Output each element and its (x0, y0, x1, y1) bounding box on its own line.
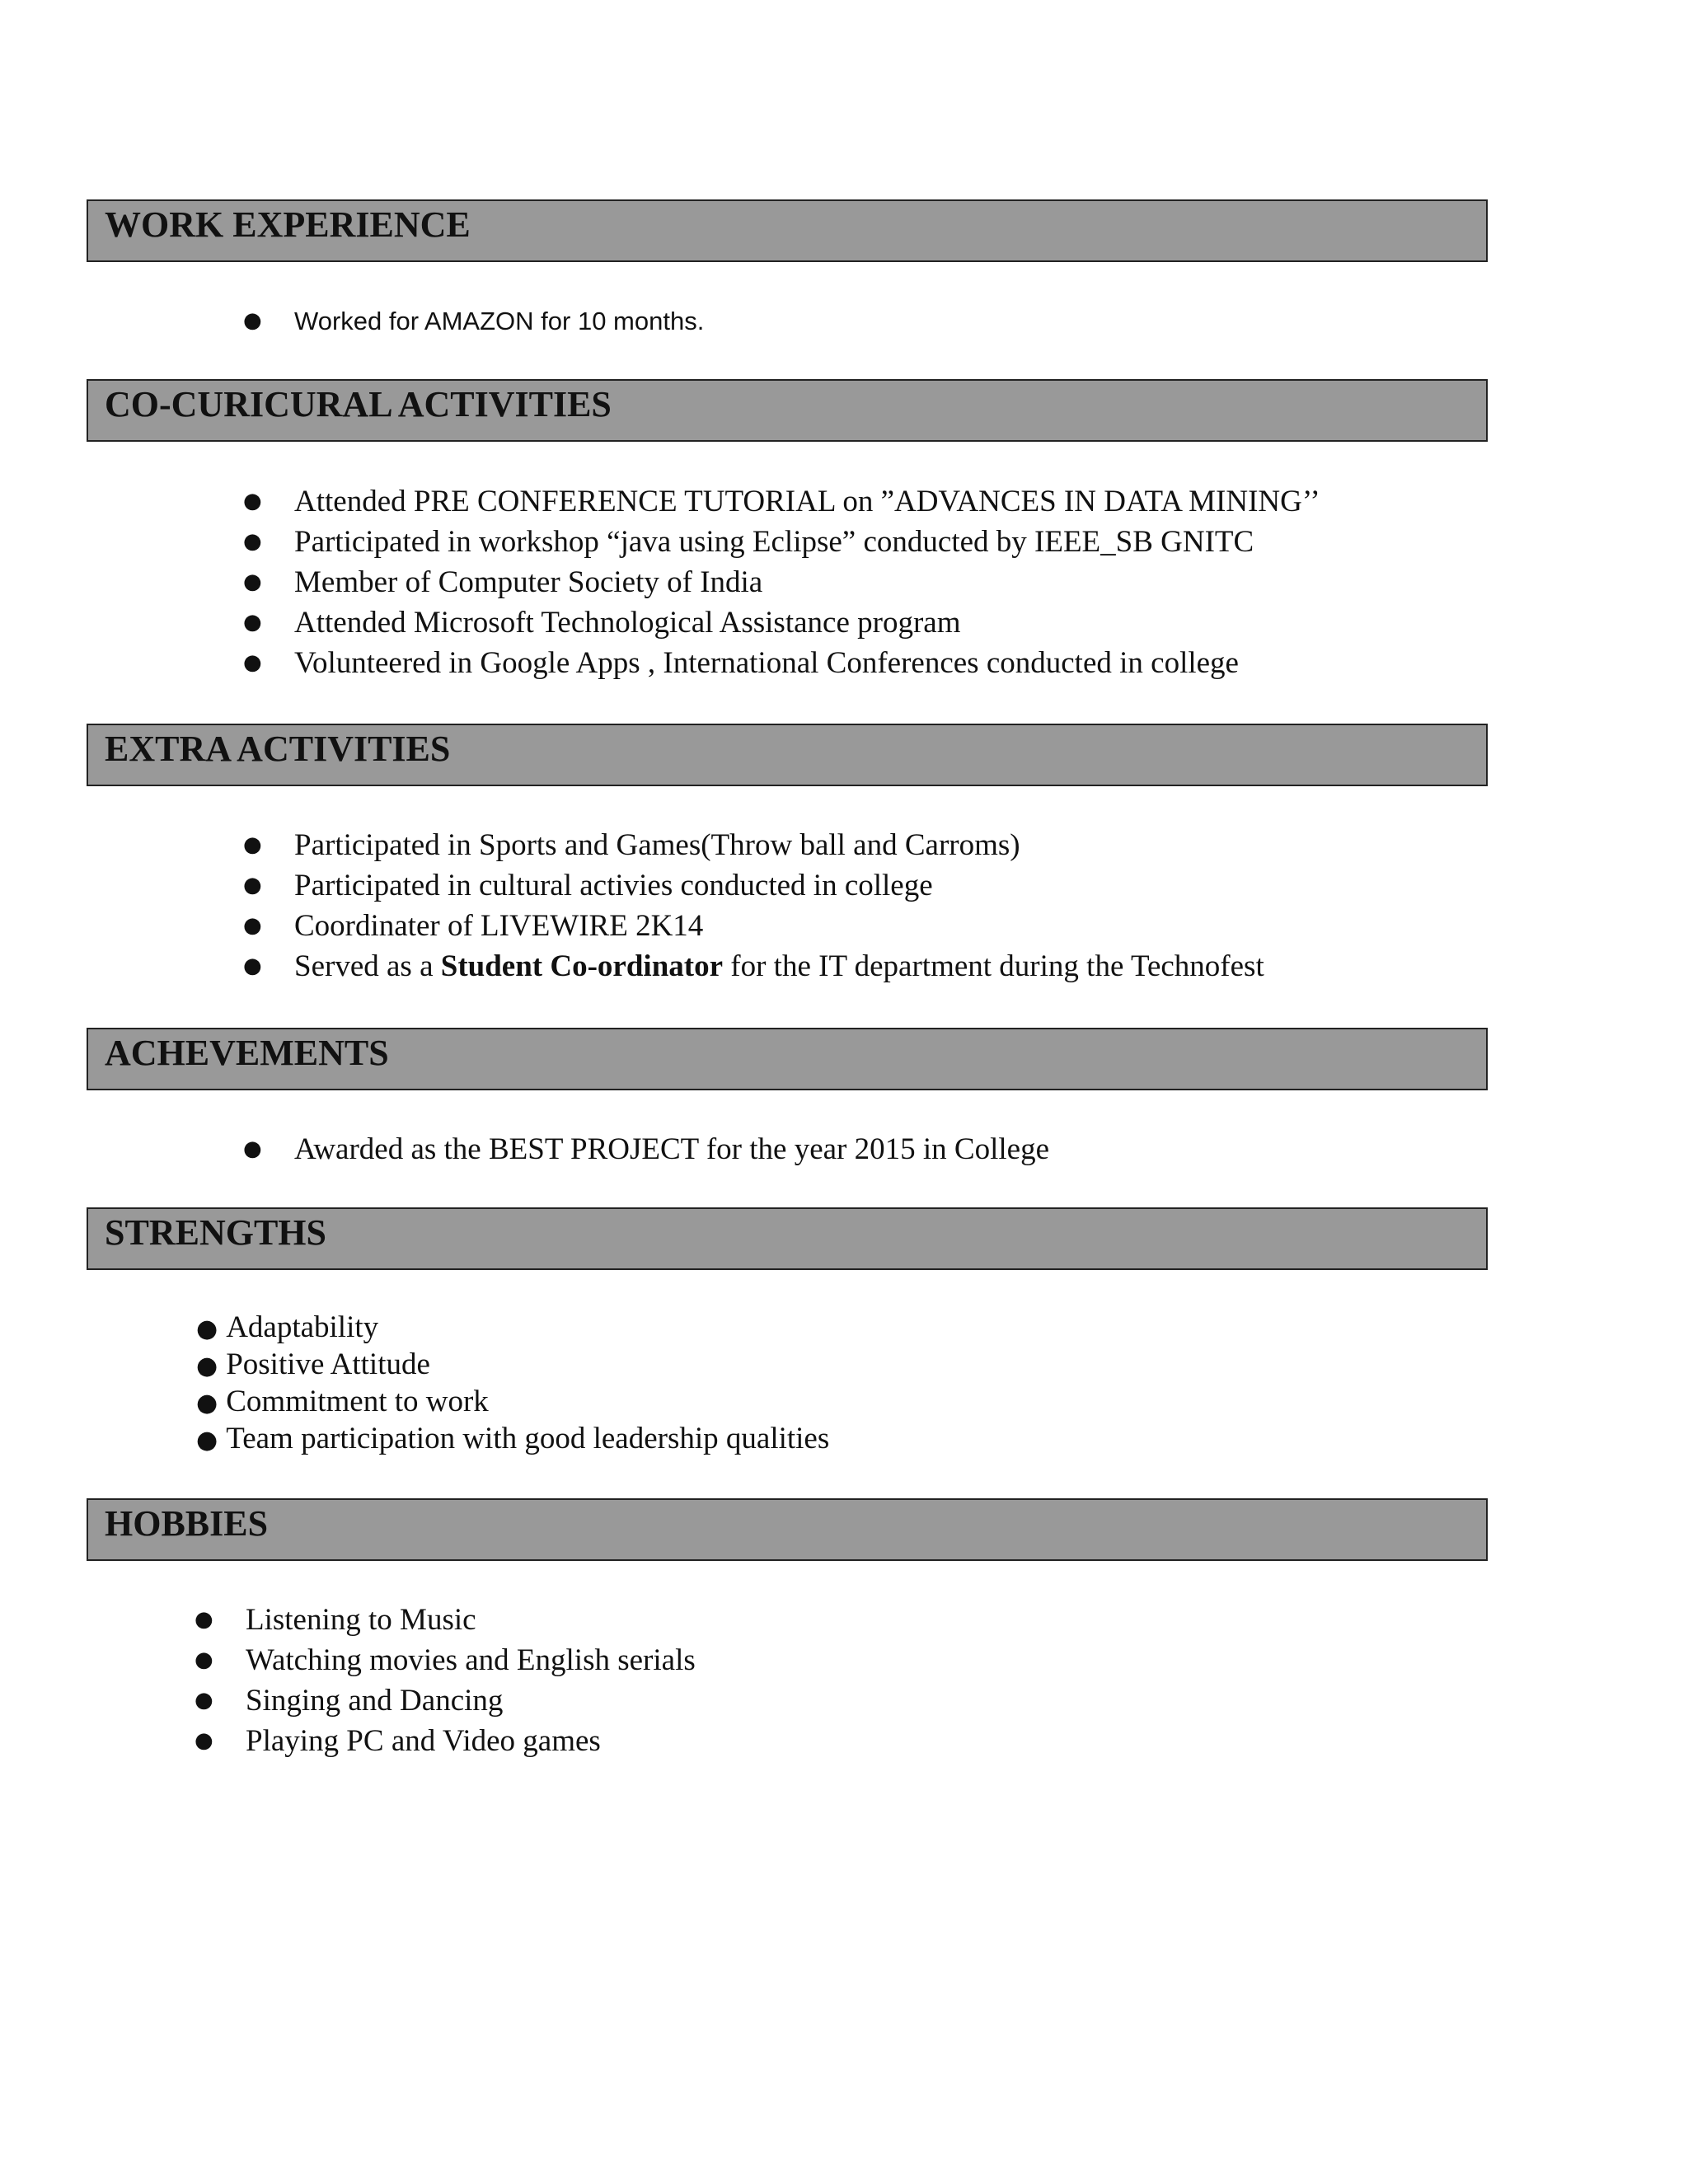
black-circle-icon: ● (196, 1389, 218, 1418)
section-title-extra-activities: EXTRA ACTIVITIES (105, 729, 451, 769)
black-circle-icon: ● (196, 1352, 218, 1380)
list-item (196, 1346, 829, 1383)
list-item-text: Attended PRE CONFERENCE TUTORIAL on ”ADVANCES IN DATA MINING’’ (294, 485, 1320, 518)
list-item (196, 1420, 829, 1457)
section-bar-strengths (87, 1207, 1488, 1270)
bullet-icon: ● (195, 1688, 213, 1713)
list-item (196, 1309, 829, 1346)
bullet-icon: ● (243, 489, 262, 513)
section-bar-co-curricular (87, 379, 1488, 442)
black-circle-icon: ● (196, 1315, 218, 1343)
list-item-text: Singing and Dancing (246, 1684, 504, 1718)
served-prefix: Served as a (294, 949, 441, 983)
list-item-text: Volunteered in Google Apps , International Conferences conducted in college (294, 646, 1239, 680)
bullet-icon: ● (195, 1607, 213, 1632)
list-item-text: Worked for AMAZON for 10 months. (294, 307, 705, 335)
section-title-strengths: STRENGTHS (105, 1212, 326, 1253)
bullet-icon: ● (243, 954, 262, 978)
bullet-icon: ● (195, 1647, 213, 1672)
bullet-icon: ● (243, 610, 262, 635)
list-item-text: Commitment to work (226, 1385, 489, 1418)
student-coordinator-bold: Student Co-ordinator (440, 949, 724, 983)
list-item-text: Awarded as the BEST PROJECT for the year 2015 in College (294, 1132, 1049, 1166)
bullet-icon: ● (243, 569, 262, 594)
bullet-icon: ● (243, 650, 262, 675)
list-item-text: Listening to Music (246, 1603, 476, 1637)
bullet-icon: ● (243, 913, 262, 938)
list-item-text: Adaptability (226, 1310, 379, 1344)
bullet-icon: ● (243, 832, 262, 857)
served-suffix: for the IT department during the Technofest (723, 949, 1264, 983)
section-bar-achievements (87, 1028, 1488, 1090)
bullet-icon: ● (243, 529, 262, 554)
section-title-work-experience: WORK EXPERIENCE (105, 204, 471, 245)
bullet-icon: ● (195, 1728, 213, 1753)
strengths-list (196, 1309, 829, 1457)
section-title-hobbies: HOBBIES (105, 1503, 269, 1544)
list-item-text: Participated in Sports and Games(Throw ball and Carroms) (294, 828, 1020, 862)
black-circle-icon: ● (196, 1426, 218, 1455)
bullet-icon: ● (243, 308, 262, 333)
list-item-text (294, 946, 1264, 987)
list-item-text: Participated in cultural activies conducted in college (294, 869, 933, 902)
list-item-text: Coordinater of LIVEWIRE 2K14 (294, 909, 704, 943)
list-item-text: Attended Microsoft Technological Assistance program (294, 606, 961, 640)
list-item-text: Team participation with good leadership qualities (226, 1422, 830, 1455)
list-item (196, 1383, 829, 1420)
bullet-icon: ● (243, 873, 262, 898)
bullet-icon: ● (243, 1137, 262, 1161)
list-item-text: Positive Attitude (226, 1347, 430, 1381)
list-item-text: Member of Computer Society of India (294, 565, 763, 599)
section-bar-hobbies (87, 1498, 1488, 1561)
section-title-achievements: ACHEVEMENTS (105, 1033, 389, 1073)
list-item-text: Playing PC and Video games (246, 1724, 601, 1758)
section-bar-extra-activities (87, 724, 1488, 786)
section-bar-work-experience (87, 199, 1488, 262)
list-item-text: Participated in workshop “java using Eclipse” conducted by IEEE_SB GNITC (294, 525, 1254, 559)
section-title-co-curricular: CO-CURICURAL ACTIVITIES (105, 384, 612, 424)
list-item-text: Watching movies and English serials (246, 1643, 696, 1677)
